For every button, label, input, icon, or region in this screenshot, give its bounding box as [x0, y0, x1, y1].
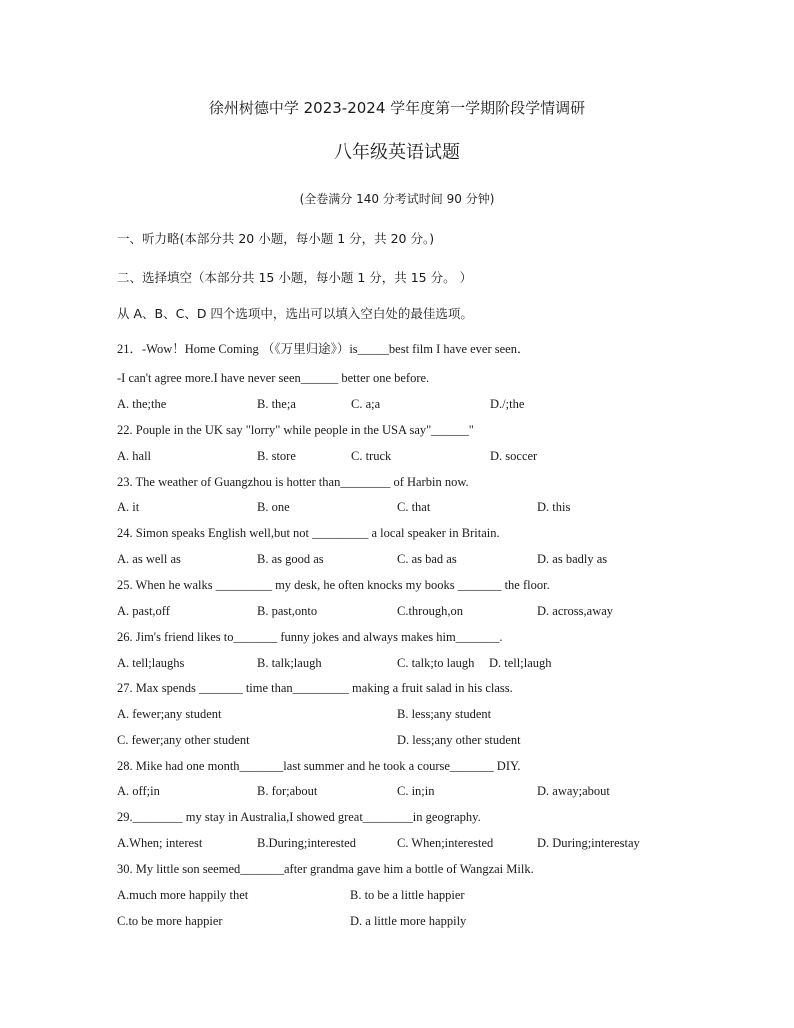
q23-option-a: A. it — [117, 500, 140, 514]
question-27: 27. Max spends _______ time than_________ making a fruit salad in his class. — [117, 681, 513, 695]
q24-option-d: D. as badly as — [537, 552, 608, 566]
q25-option-c: C.through,on — [397, 604, 463, 618]
q26-option-c: C. talk;to laugh — [397, 656, 475, 670]
question-26: 26. Jim's friend likes to_______ funny jokes and always makes him_______. — [117, 630, 503, 644]
q21-option-c: C. a;a — [351, 397, 381, 411]
q29-option-d: D. During;interestay — [537, 836, 640, 850]
q24-option-b: B. as good as — [257, 552, 324, 566]
q26-option-b: B. talk;laugh — [257, 656, 322, 670]
q28-option-d: D. away;about — [537, 784, 610, 798]
exam-title: 八年级英语试题 — [334, 142, 460, 163]
school-title: 徐州树德中学 2023-2024 学年度第一学期阶段学情调研 — [208, 99, 586, 117]
q28-option-b: B. for;about — [257, 784, 318, 798]
q30-option-b: B. to be a little happier — [350, 888, 465, 902]
exam-note: (全卷满分 140 分考试时间 90 分钟) — [299, 192, 495, 206]
q27-option-b: B. less;any student — [397, 707, 492, 721]
q29-option-c: C. When;interested — [397, 836, 494, 850]
q21-option-b: B. the;a — [257, 397, 296, 411]
q22-option-c: C. truck — [351, 449, 392, 463]
q22-option-a: A. hall — [117, 449, 152, 463]
q25-option-b: B. past,onto — [257, 604, 318, 618]
section-listening: 一、听力略(本部分共 20 小题，每小题 1 分，共 20 分。) — [117, 231, 435, 246]
q22-option-d: D. soccer — [490, 449, 538, 463]
section-instruction: 从 A、B、C、D 四个选项中，选出可以填入空白处的最佳选项。 — [117, 306, 473, 321]
q30-option-c: C.to be more happier — [117, 914, 223, 928]
q30-option-a: A.much more happily thet — [117, 888, 249, 902]
question-21-line1: 21．-Wow！Home Coming （《万里归途》）is_____best film I have ever seen． — [117, 342, 530, 356]
q25-option-d: D. across,away — [537, 604, 614, 618]
q26-option-d: D. tell;laugh — [489, 656, 552, 670]
question-23: 23. The weather of Guangzhou is hotter than________ of Harbin now. — [117, 475, 469, 489]
q24-option-a: A. as well as — [117, 552, 181, 566]
question-21-line2: -I can't agree more.I have never seen______ better one before. — [117, 371, 430, 385]
q22-option-b: B. store — [257, 449, 296, 463]
question-24: 24. Simon speaks English well,but not _________ a local speaker in Britain. — [117, 526, 500, 540]
q29-option-a: A.When; interest — [117, 836, 203, 850]
q23-option-c: C. that — [397, 500, 431, 514]
q26-option-a: A. tell;laughs — [117, 656, 185, 670]
q27-option-a: A. fewer;any student — [117, 707, 222, 721]
question-22: 22. Pouple in the UK say "lorry" while people in the USA say"______" — [117, 423, 474, 437]
q30-option-d: D. a little more happily — [350, 914, 467, 928]
question-29: 29.________ my stay in Australia,I showed great________in geography. — [117, 810, 481, 824]
q27-option-d: D. less;any other student — [397, 733, 521, 747]
q28-option-a: A. off;in — [117, 784, 160, 798]
q27-option-c: C. fewer;any other student — [117, 733, 250, 747]
q23-option-d: D. this — [537, 500, 571, 514]
q21-option-d: D./;the — [490, 397, 525, 411]
q29-option-b: B.During;interested — [257, 836, 356, 850]
q23-option-b: B. one — [257, 500, 290, 514]
q21-option-a: A. the;the — [117, 397, 167, 411]
question-25: 25. When he walks _________ my desk, he often knocks my books _______ the floor. — [117, 578, 550, 592]
question-28: 28. Mike had one month_______last summer and he took a course_______ DIY. — [117, 759, 521, 773]
q24-option-c: C. as bad as — [397, 552, 457, 566]
q25-option-a: A. past,off — [117, 604, 170, 618]
q28-option-c: C. in;in — [397, 784, 435, 798]
section-choice: 二、选择填空（本部分共 15 小题，每小题 1 分，共 15 分。 ） — [117, 270, 473, 285]
question-30: 30. My little son seemed_______after grandma gave him a bottle of Wangzai Milk. — [117, 862, 534, 876]
